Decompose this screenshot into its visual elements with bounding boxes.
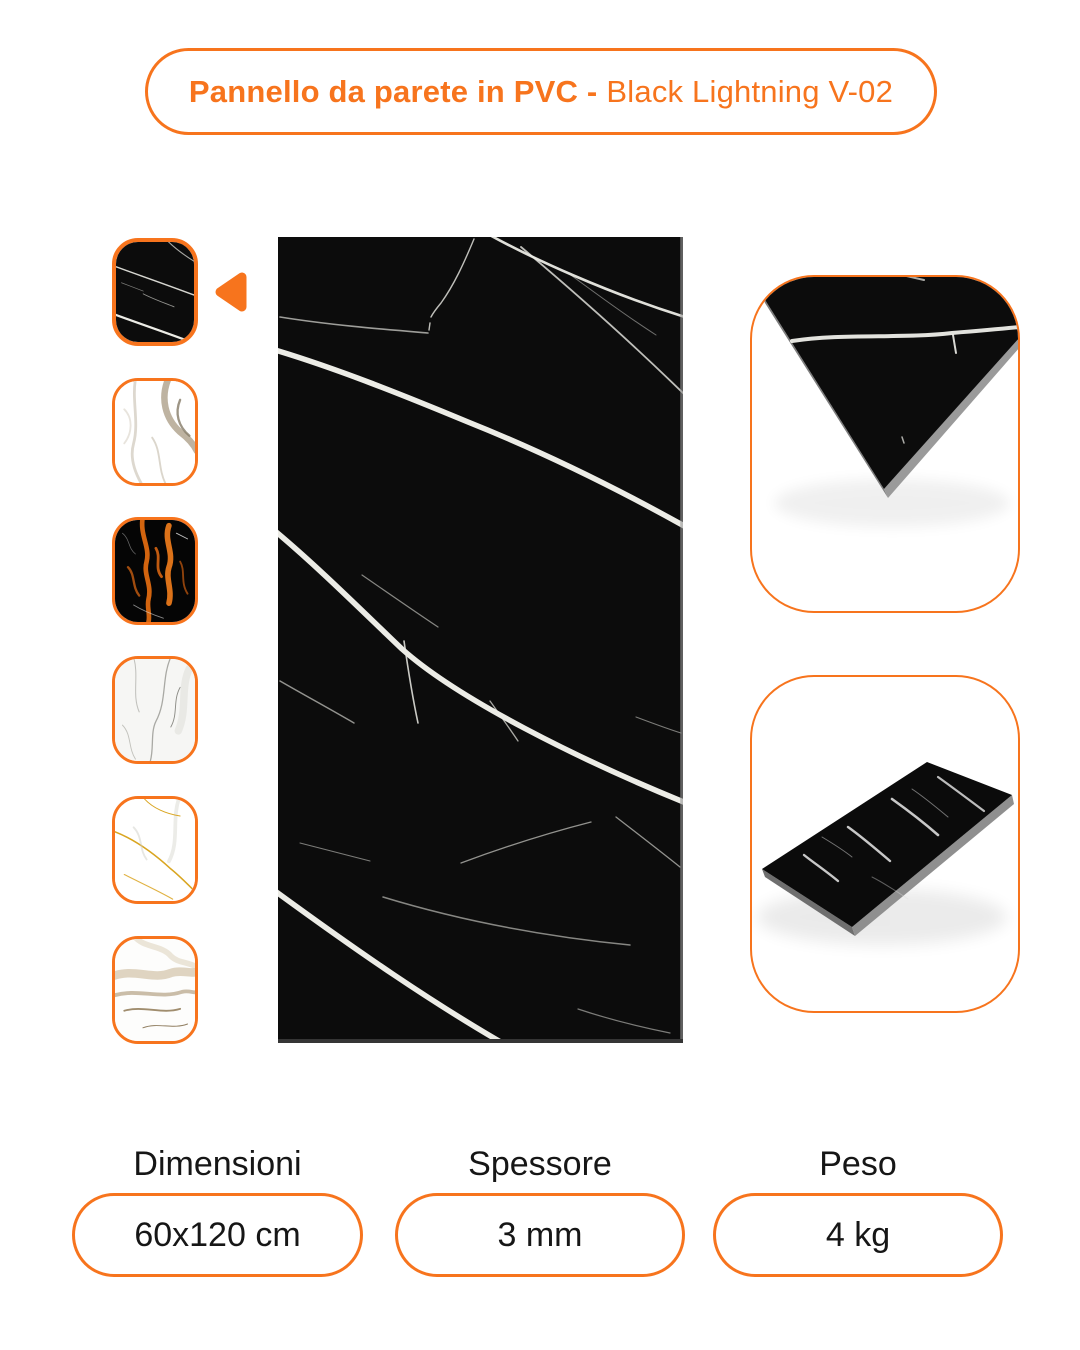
spec-value-thickness-text: 3 mm (497, 1215, 583, 1254)
spec-value-thickness (395, 1193, 685, 1277)
spec-label-weight: Peso (819, 1145, 897, 1183)
product-variant-title: Black Lightning V-02 (606, 73, 894, 109)
variant-thumbnail-white-grey-marble[interactable] (112, 378, 198, 486)
white-grey-marble-swatch-image (115, 381, 195, 483)
variant-thumbnail-black-orange-marble[interactable] (112, 517, 198, 625)
variant-thumbnail-white-gold-marble[interactable] (112, 796, 198, 904)
product-title-banner (145, 48, 937, 135)
variant-thumbnail-white-beige-marble[interactable] (112, 936, 198, 1044)
spec-value-dimensions (72, 1193, 363, 1277)
variant-thumbnail-black-lightning[interactable] (112, 238, 198, 346)
white-gold-marble-swatch-image (115, 799, 195, 901)
light-grey-marble-swatch-image (115, 659, 195, 761)
spec-value-dimensions-text: 60x120 cm (134, 1215, 301, 1254)
white-beige-marble-swatch-image (115, 939, 195, 1041)
spec-label-dimensions: Dimensioni (133, 1145, 302, 1183)
variant-thumbnail-light-grey-marble[interactable] (112, 656, 198, 764)
spec-label-thickness: Spessore (468, 1145, 612, 1183)
spec-value-weight (713, 1193, 1003, 1277)
black-orange-marble-swatch-image (115, 520, 195, 622)
product-category-title: Pannello da parete in PVC - (188, 73, 598, 109)
spec-value-weight-text: 4 kg (825, 1215, 891, 1254)
black-marble-swatch-image (116, 242, 194, 342)
selected-variant-arrow-icon (211, 269, 249, 315)
main-panel-image (278, 237, 683, 1043)
panel-isometric-detail-card (750, 675, 1020, 1013)
panel-corner-detail-card (750, 275, 1020, 613)
